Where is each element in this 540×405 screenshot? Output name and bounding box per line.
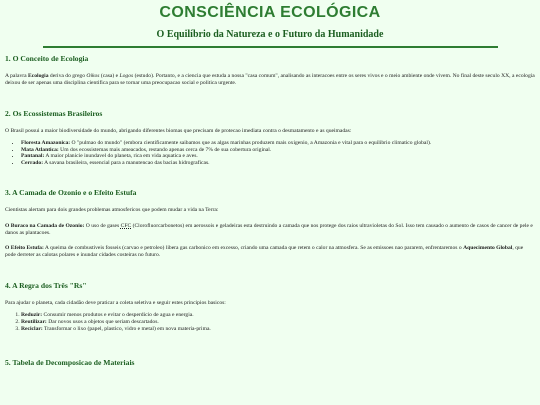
term-logos: Logos [119,73,134,79]
section-heading: 2. Os Ecossistemas Brasileiros [5,109,103,118]
section-paragraph: A palavra Ecologia deriva do grego Oikos (casa) e Logos (estudo). Portanto, e a ciencia que estuda a nossa "casa comum", analisando as interacoes entre os seres vivos e o meio ambiente onde vivem. No final deste seculo XX, a ecologia deixou de ser apenas uma disciplina cientifica para se tornar uma preocupacao social e politica urgente. [5,73,535,86]
page-subtitle: O Equilíbrio da Natureza e o Futuro da Humanidade [156,29,384,40]
section-three-rs [5,281,535,332]
section-paragraph: Cientistas alertam para dois grandes problemas atmosfericos que podem mudar a vida na Terra: [5,207,219,214]
ozone-paragraph: O Buraco na Camada de Ozonio: O uso de gases CFC (Clorofluorcarbonetos) em aerossois e geladeiras esta destruindo a camada que nos protege dos raios ultravioletas do Sol. Isso tem causado o aumento de casos de cancer de pele e danos as plantacoes. [5,223,533,237]
section-heading: 5. Tabela de Decomposicao de Materiais [5,358,135,368]
list-item: • Pantanal: A maior planicie inundavel do planeta, rica em vida aquatica e aves. [21,153,535,160]
list-item: • Floresta Amazonica: O "pulmao do mundo" (embora cientificamente saibamos que as algas marinhas produzem mais oxigenio, a Amazonia e vital para o equilibrio climatico global). [21,140,535,147]
section-brazilian-ecosystems [5,109,535,166]
section-heading: 1. O Conceito de Ecologia [5,54,89,63]
section-decomposition-table [5,358,535,367]
section-paragraph: O Brasil possui a maior biodiversidade do mundo, abrigando diferentes biomas que precisam de protecao imediata contra o desmatamento e as queimadas: [5,128,352,134]
cfc-abbreviation[interactable]: CFC [120,223,132,230]
section-heading: 4. A Regra dos Três "Rs" [5,281,87,291]
section-heading: 3. A Camada de Ozonio e o Efeito Estufa [5,188,137,198]
rules-list [5,312,535,332]
page-title: CONSCIÊNCIA ECOLÓGICA [159,4,381,21]
term-ecologia: Ecologia [28,73,49,79]
section-ecology-concept [5,54,535,87]
greenhouse-paragraph: O Efeito Estufa: A queima de combustiveis fosseis (carvao e petroleo) libera gas carbonico em excesso, criando uma camada que retem o calor na atmosfera. Se as emissoes nao pararem, enfrentaremos o Aquecimento Global, que pode derreter as calotas polares e inundar cidades costeiras no futuro. [5,245,524,259]
section-ozone-greenhouse [5,188,535,259]
list-item: 1. Reduzir: Consumir menos produtos e evitar o desperdicio de agua e energia. [21,312,535,319]
header-divider [43,46,498,48]
term-oikos: Oikos [86,73,100,79]
list-item: • Cerrado: A savana brasileira, essencial para a manutencao das bacias hidrograficas. [21,160,535,167]
list-item: 2. Reutilizar: Dar novos usos a objetos que seriam descartados. [21,319,535,326]
list-item: • Mata Atlantica: Um dos ecossistemas mais ameacados, restando apenas cerca de 7% de sua cobertura original. [21,147,535,154]
list-item: 3. Reciclar: Transformar o lixo (papel, plastico, vidro e metal) em nova materia-prima. [21,326,535,333]
biome-list [5,140,535,166]
term-global-warming: Aquecimento Global [463,245,513,252]
section-paragraph: Para ajudar o planeta, cada cidadão deve praticar a coleta seletiva e seguir estes principios basicos: [5,300,226,307]
